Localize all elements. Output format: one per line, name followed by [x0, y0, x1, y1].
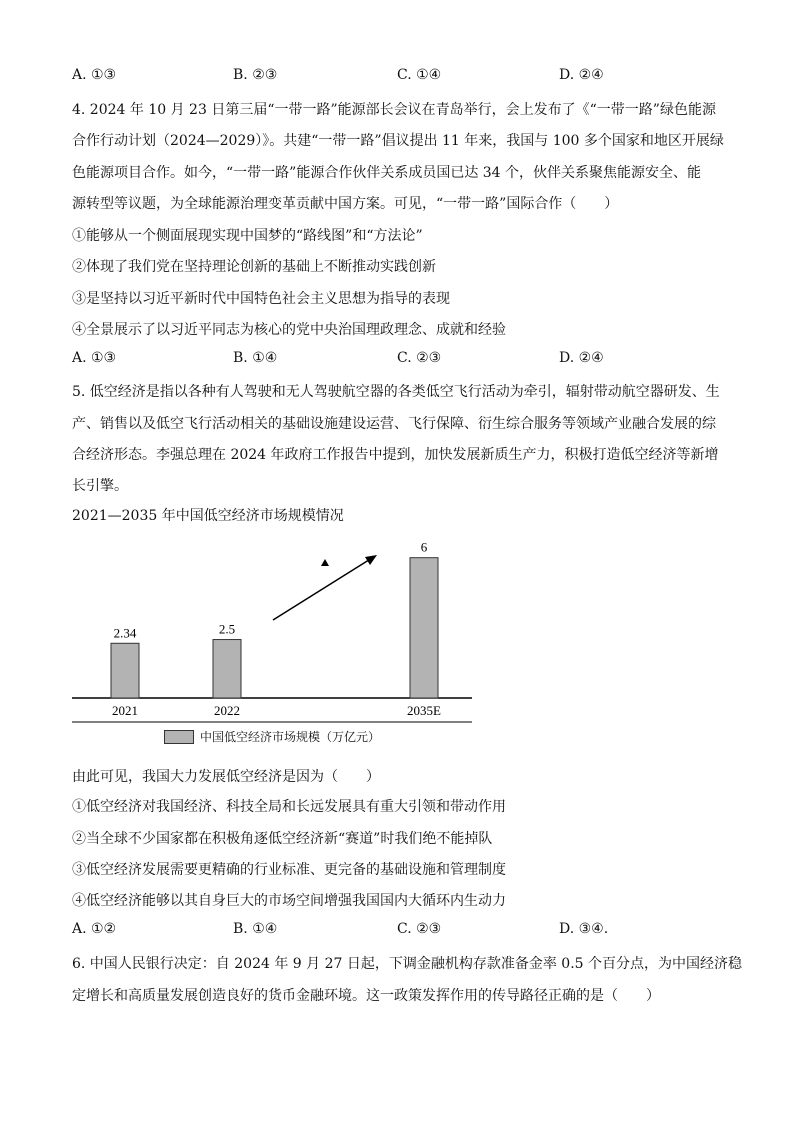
- q5-stem-line-3: 合经济形态。李强总理在 2024 年政府工作报告中提到，加快发展新质生产力，积极打造低空经济等新增: [72, 447, 719, 463]
- bar-value-label: 2.5: [218, 621, 236, 637]
- q5-option-c: C. ②③: [397, 921, 442, 937]
- q4-option-d: D. ②④: [559, 350, 604, 366]
- q4-stem-line-1: 4. 2024 年 10 月 23 日第三届“一带一路”能源部长会议在青岛举行，会上发布了《“一带一路”绿色能源: [72, 102, 716, 118]
- arrow-head-icon: [365, 555, 377, 565]
- q5-question: 由此可见，我国大力发展低空经济是因为（ ）: [72, 769, 380, 785]
- chart-legend: [164, 728, 380, 745]
- growth-trend-arrow: [273, 558, 372, 620]
- q5-statement-4: ④低空经济能够以其自身巨大的市场空间增强我国国内大循环内生动力: [72, 893, 506, 909]
- q5-stem-line-1: 5. 低空经济是指以各种有人驾驶和无人驾驶航空器的各类低空飞行活动为牵引，辐射带动航空器研发、生: [72, 384, 720, 400]
- q4-statement-4: ④全景展示了以习近平同志为核心的党中央治国理政理念、成就和经验: [72, 322, 506, 338]
- q5-statement-1: ①低空经济对我国经济、科技全局和长远发展具有重大引领和带动作用: [72, 799, 506, 815]
- legend-swatch: [164, 730, 194, 744]
- q6-stem-line-1: 6. 中国人民银行决定：自 2024 年 9 月 27 日起，下调金融机构存款准备金率 0.5 个百分点，为中国经济稳: [72, 956, 743, 972]
- q4-statement-1: ①能够从一个侧面展现实现中国梦的“路线图”和“方法论”: [72, 228, 423, 244]
- bar-2021: [111, 643, 139, 698]
- q4-stem-line-3: 色能源项目合作。如今，“一带一路”能源合作伙伴关系成员国已达 34 个，伙伴关系聚焦能源安全、能: [72, 165, 702, 181]
- q4-statement-2: ②体现了我们党在坚持理论创新的基础上不断推动实践创新: [72, 259, 436, 275]
- q3-option-d: D. ②④: [559, 67, 604, 83]
- bars-group: [111, 540, 441, 718]
- q4-stem-line-4: 源转型等议题，为全球能源治理变革贡献中国方案。可见，“一带一路”国际合作（ ）: [72, 196, 619, 212]
- bar-value-label: 2.34: [113, 625, 137, 641]
- market-size-bar-chart: [60, 540, 480, 730]
- bar-value-label: 6: [420, 540, 428, 555]
- q3-option-b: B. ②③: [233, 67, 278, 83]
- q5-stem-line-4: 长引擎。: [72, 478, 128, 494]
- q5-stem-line-2: 产、销售以及低空飞行活动相关的基础设施建设运营、飞行保障、衍生综合服务等领域产业融合发展的综: [72, 416, 716, 432]
- q4-option-c: C. ②③: [397, 350, 442, 366]
- q6-stem-line-2: 定增长和高质量发展创造良好的货币金融环境。这一政策发挥作用的传导路径正确的是（ ）: [72, 988, 660, 1004]
- q4-option-a: A. ①③: [72, 350, 117, 366]
- q5-option-b: B. ①④: [233, 921, 278, 937]
- x-tick-label: 2022: [214, 703, 240, 718]
- q4-option-b: B. ①④: [233, 350, 278, 366]
- bar-2035E: [410, 558, 438, 698]
- legend-label: 中国低空经济市场规模（万亿元）: [200, 730, 381, 744]
- q4-stem-line-2: 合作行动计划（2024—2029）》。共建“一带一路”倡议提出 11 年来，我国与 100 多个国家和地区开展绿: [72, 133, 724, 149]
- q3-option-c: C. ①④: [397, 67, 442, 83]
- x-tick-label: 2021: [112, 703, 138, 718]
- q3-option-a: A. ①③: [72, 67, 117, 83]
- bar-2022: [213, 640, 241, 698]
- q5-statement-2: ②当全球不少国家都在积极角逐低空经济新“赛道”时我们绝不能掉队: [72, 831, 493, 847]
- q5-statement-3: ③低空经济发展需要更精确的行业标准、更完备的基础设施和管理制度: [72, 862, 506, 878]
- q5-option-d: D. ③④.: [559, 921, 609, 937]
- x-tick-label: 2035E: [407, 703, 441, 718]
- triangle-marker-icon: [321, 559, 329, 566]
- chart-title: 2021—2035 年中国低空经济市场规模情况: [72, 508, 344, 524]
- q5-option-a: A. ①②: [72, 921, 117, 937]
- q4-statement-3: ③是坚持以习近平新时代中国特色社会主义思想为指导的表现: [72, 291, 450, 307]
